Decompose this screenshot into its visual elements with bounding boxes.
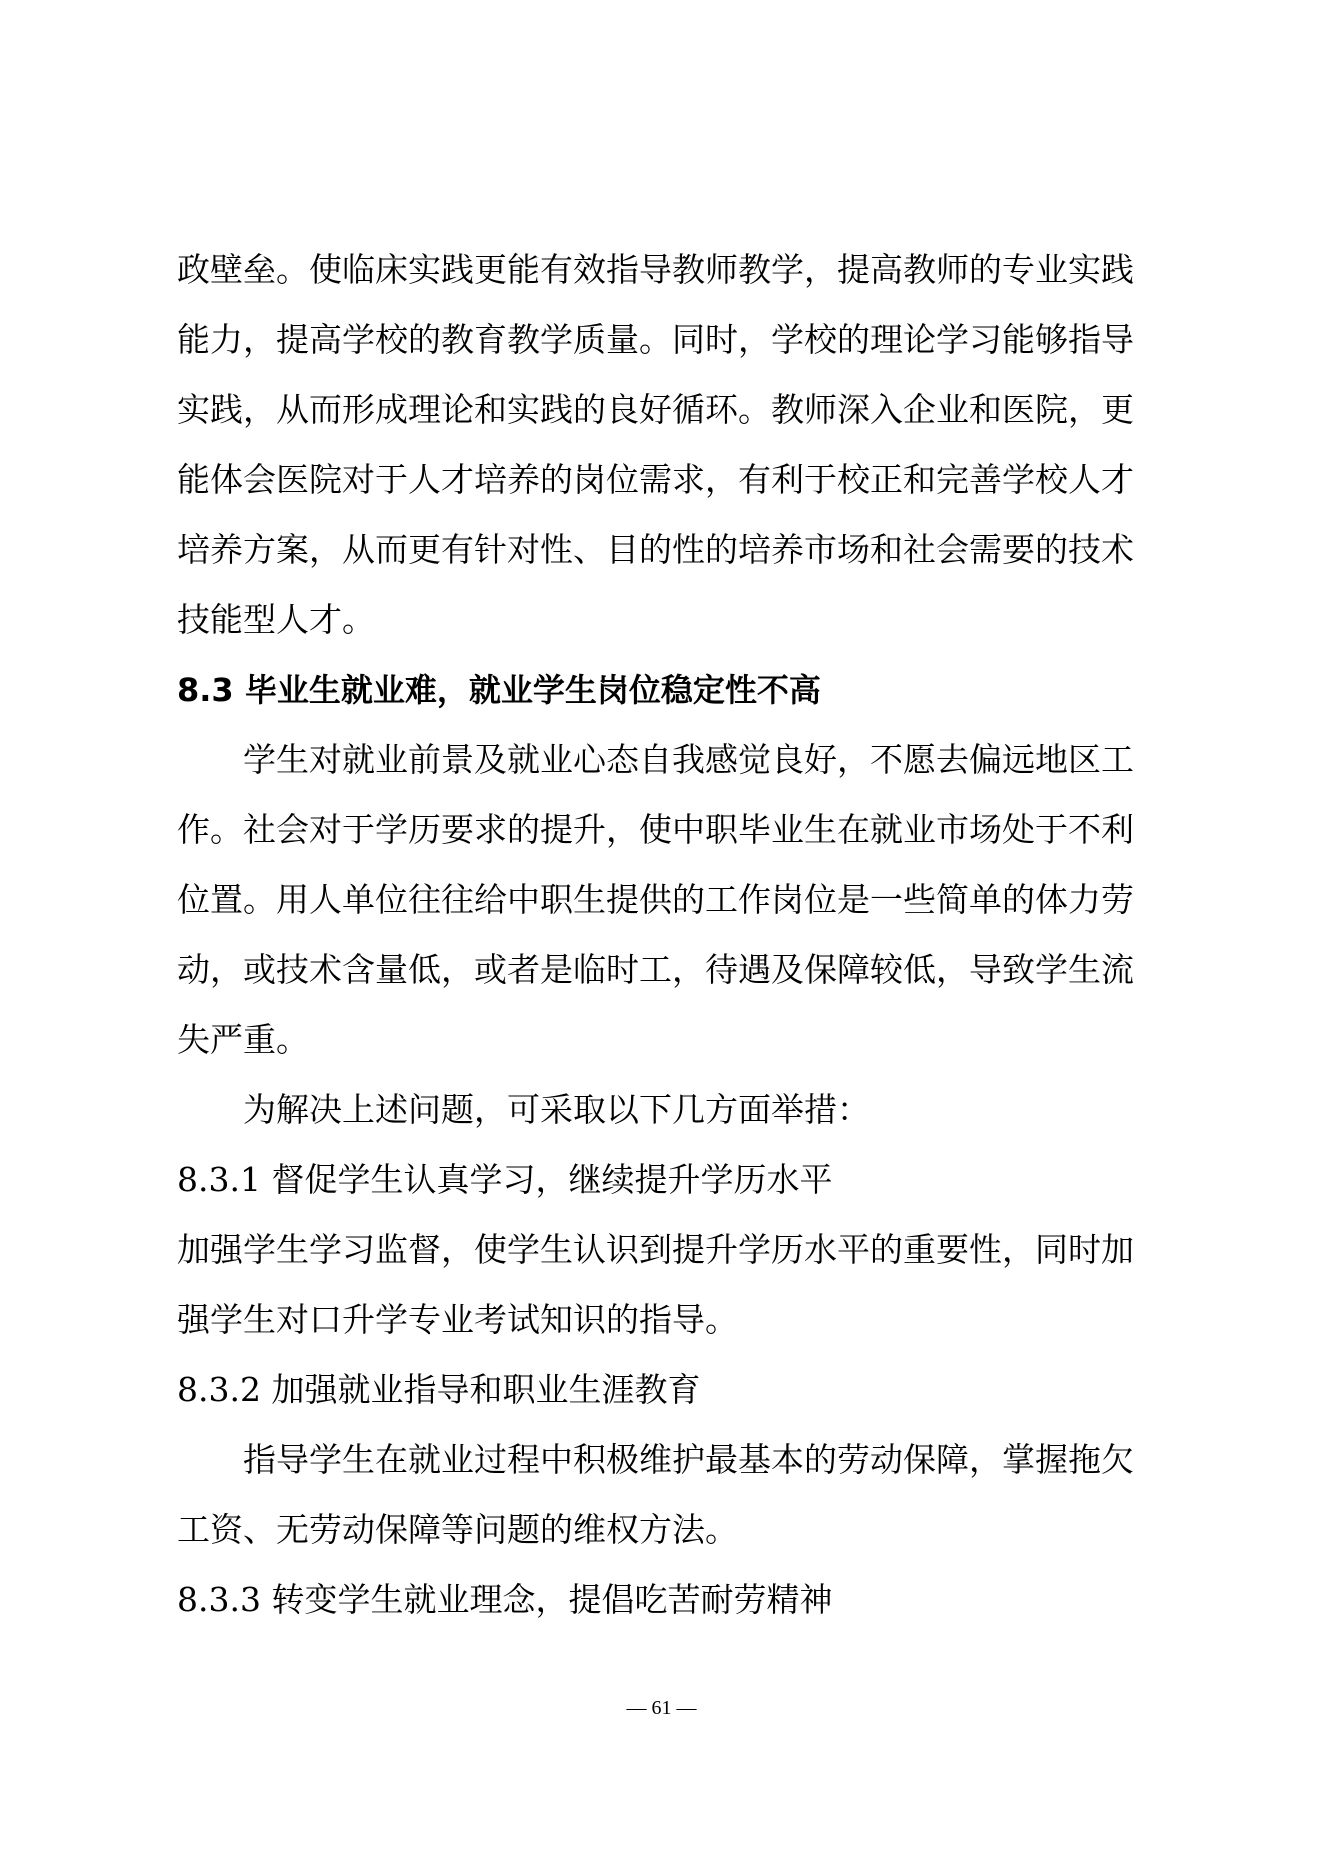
text-line: 作。社会对于学历要求的提升，使中职毕业生在就业市场处于不利 (177, 810, 1134, 849)
text-line: 培养方案，从而更有针对性、目的性的培养市场和社会需要的技术 (177, 530, 1134, 569)
text-line: 技能型人才。 (177, 600, 375, 639)
text-line: 强学生对口升学专业考试知识的指导。 (177, 1300, 738, 1339)
subsection-heading-8-3-3: 8.3.3 转变学生就业理念，提倡吃苦耐劳精神 (177, 1580, 833, 1619)
text-line: 能体会医院对于人才培养的岗位需求，有利于校正和完善学校人才 (177, 460, 1134, 499)
text-line: 能力，提高学校的教育教学质量。同时，学校的理论学习能够指导 (177, 320, 1134, 359)
text-line: 指导学生在就业过程中积极维护最基本的劳动保障，掌握拖欠 (243, 1440, 1134, 1479)
subsection-heading-8-3-2: 8.3.2 加强就业指导和职业生涯教育 (177, 1370, 701, 1409)
text-line: 政壁垒。使临床实践更能有效指导教师教学，提高教师的专业实践 (177, 250, 1134, 289)
text-line: 实践，从而形成理论和实践的良好循环。教师深入企业和医院，更 (177, 390, 1134, 429)
text-line: 加强学生学习监督，使学生认识到提升学历水平的重要性，同时加 (177, 1230, 1134, 1269)
section-heading-8-3: 8.3 毕业生就业难，就业学生岗位稳定性不高 (177, 671, 821, 709)
text-line: 动，或技术含量低，或者是临时工，待遇及保障较低，导致学生流 (177, 950, 1134, 989)
page-number: — 61 — (626, 1697, 697, 1719)
text-line: 失严重。 (177, 1020, 309, 1059)
section-8-3-paragraph-2: 为解决上述问题，可采取以下几方面举措： (243, 1090, 870, 1129)
text-line: 工资、无劳动保障等问题的维权方法。 (177, 1510, 738, 1549)
text-line: 学生对就业前景及就业心态自我感觉良好，不愿去偏远地区工 (243, 740, 1134, 779)
text-line: 位置。用人单位往往给中职生提供的工作岗位是一些简单的体力劳 (177, 880, 1134, 919)
subsection-heading-8-3-1: 8.3.1 督促学生认真学习，继续提升学历水平 (177, 1160, 833, 1199)
